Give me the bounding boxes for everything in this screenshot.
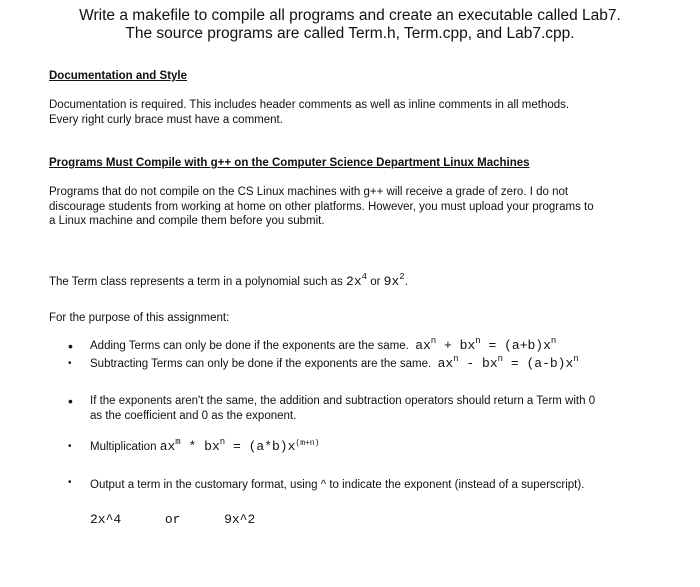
output-example-or: or: [164, 512, 181, 527]
documentation-line-2: Every right curly brace must have a comment.: [49, 113, 283, 126]
example-term-2: $9x^2$: [383, 272, 405, 289]
compile-line-1: Programs that do not compile on the CS Linux machines with g++ will receive a grade of zero. I do not: [49, 186, 569, 198]
output-example: [90, 512, 255, 527]
documentation-paragraph: [49, 98, 664, 127]
bullet-different-exponents: If the exponents aren't the same, the addition and subtraction operators should return a Term with 0 as the coefficient and 0 as the exponent.: [90, 395, 596, 422]
bullet-marker: •: [68, 393, 73, 409]
assignment-title-line-1: Write a makefile to compile all programs and create an executable called Lab7.: [79, 7, 621, 24]
bullet-add: Adding Terms can only be done if the exponents are the same. $ax^n + bx^n = (a+b)x^n$: [90, 336, 557, 353]
compile-line-3: a Linux machine and compile them before you submit.: [49, 215, 325, 227]
or-word: or: [370, 276, 381, 288]
bullet-marker: •: [68, 338, 73, 354]
documentation-heading: Documentation and Style: [49, 70, 188, 82]
compile-heading: Programs Must Compile with g++ on the Computer Science Department Linux Machines: [49, 157, 530, 169]
bullet-output: Output a term in the customary format, using ^ to indicate the exponent (instead of a superscript).: [90, 479, 585, 491]
bullet-marker: •: [68, 441, 72, 452]
bullet-marker: •: [68, 477, 72, 488]
compile-line-2: discourage students from working at home on other platforms. However, you must upload your programs to: [49, 200, 594, 213]
assignment-title-line-2: The source programs are called Term.h, Term.cpp, and Lab7.cpp.: [125, 25, 575, 42]
purpose-line: For the purpose of this assignment:: [49, 312, 230, 324]
term-intro-text: The Term class represents a term in a polynomial such as: [49, 276, 343, 288]
output-example-1: 2x^4: [90, 512, 122, 527]
example-term-1: $2x^4$: [346, 272, 368, 289]
bullet-sub: Subtracting Terms can only be done if the exponents are the same. $ax^n - bx^n = (a-b)x^n$: [90, 354, 579, 371]
compile-paragraph: [49, 185, 664, 229]
mult-formula: $ax^m * bx^n = (a*b)x^{(m+n)}$: [159, 437, 320, 454]
sub-formula: $ax^n - bx^n = (a-b)x^n$: [437, 354, 579, 371]
output-example-2: 9x^2: [224, 512, 256, 527]
term-intro: The Term class represents a term in a polynomial such as $2x^4$ or $9x^2$.: [49, 272, 408, 289]
documentation-line-1: Documentation is required. This includes header comments as well as inline comments in all methods.: [49, 99, 570, 111]
bullet-marker: •: [68, 358, 72, 369]
bullet-mult: Multiplication $ax^m * bx^n = (a*b)x^{(m+n)}$: [90, 437, 320, 454]
add-formula: $ax^n + bx^n = (a+b)x^n$: [415, 336, 557, 353]
